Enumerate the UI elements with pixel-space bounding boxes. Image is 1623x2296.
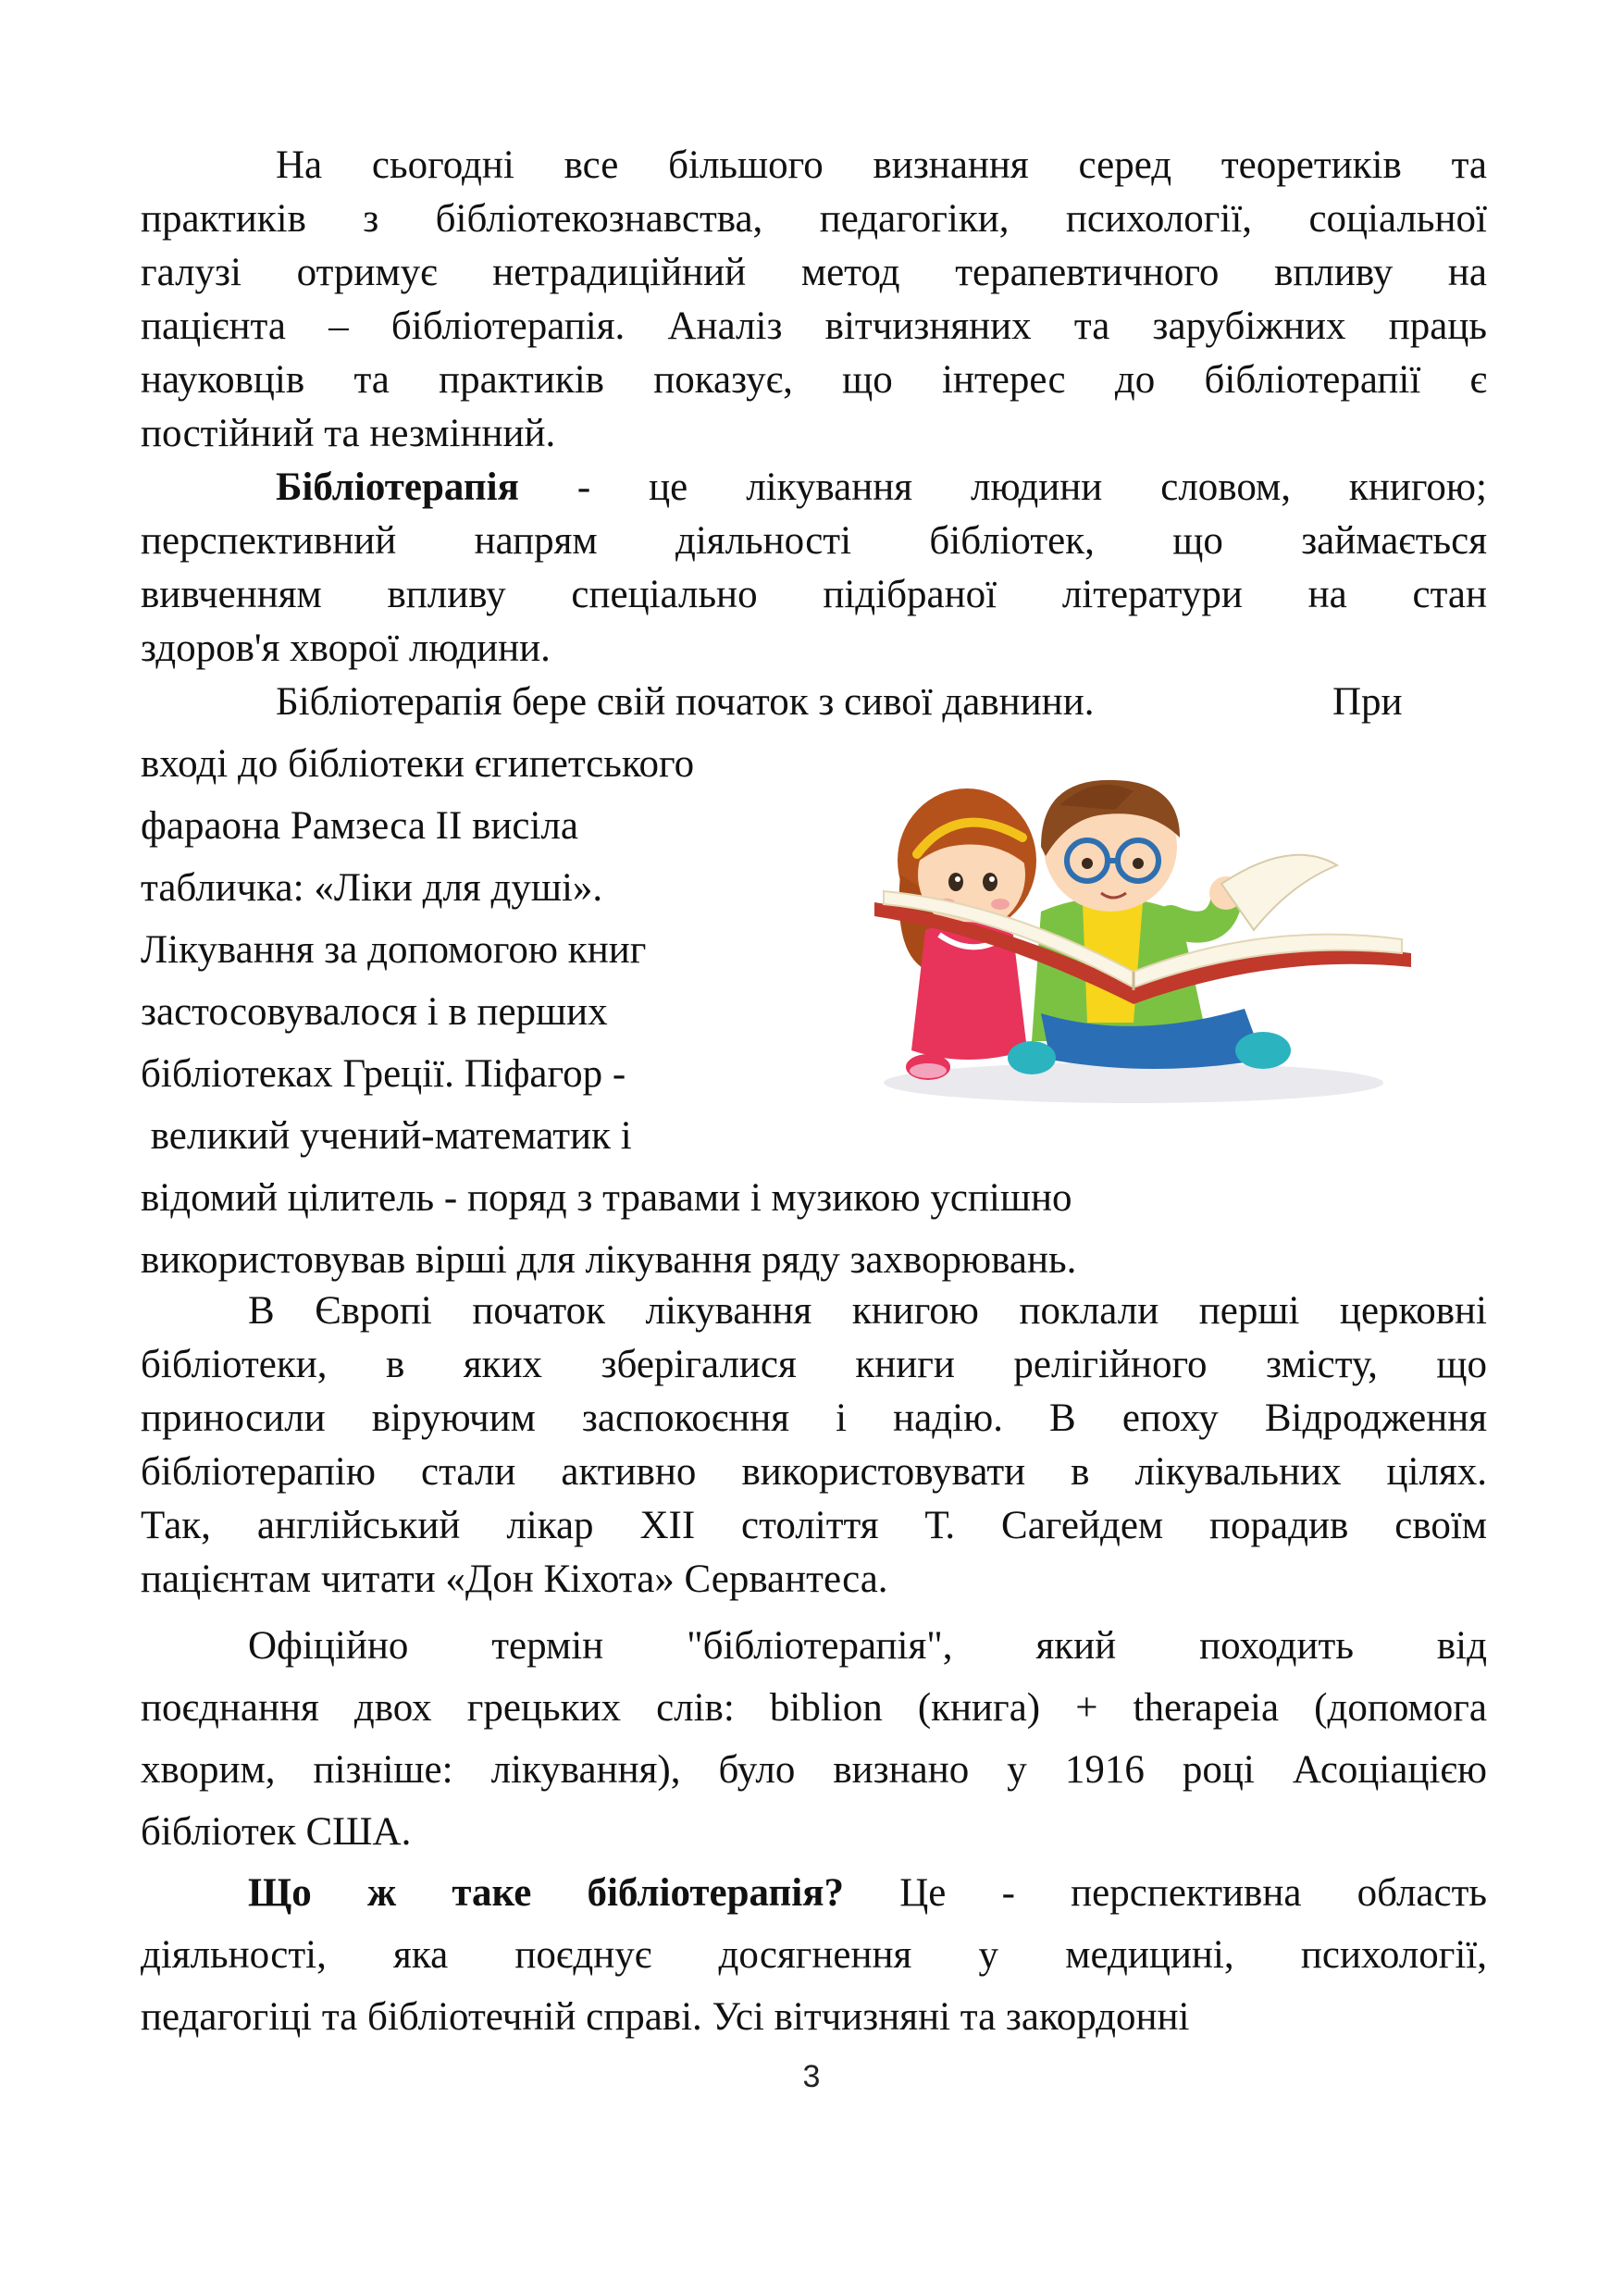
wrap-line: Лікування за допомогою книг xyxy=(141,928,647,972)
text-line: пацієнтам читати «Дон Кіхота» Сервантеса. xyxy=(141,1558,888,1601)
text-line: практиків з бібліотекознавства, педагогіки, психології, соціальної xyxy=(141,197,1487,241)
text-line: бібліотеки, в яких зберігалися книги релігійного змісту, що xyxy=(141,1343,1487,1386)
line-block xyxy=(141,461,1487,515)
line-block xyxy=(141,1553,1487,1607)
line-block xyxy=(141,1862,1487,1924)
wrap-line: застосовувалося і в перших xyxy=(141,990,608,1034)
text-line: діяльності, яка поєднує досягнення у медицині, психології, xyxy=(141,1933,1487,1977)
line-block xyxy=(141,246,1487,300)
paragraph-history-line1-end xyxy=(1332,676,1403,729)
paragraph-official-term xyxy=(141,1615,1487,1863)
line-block xyxy=(141,622,1487,676)
text-line: Так, англійський лікар XII століття Т. Сагейдем порадив своїм xyxy=(141,1504,1487,1547)
line-block xyxy=(141,1801,1487,1863)
text-line: - це лікування людини словом, книгою; xyxy=(518,465,1487,509)
line-block xyxy=(141,1499,1487,1553)
text-line: здоров'я хворої людини. xyxy=(141,627,551,670)
paragraph-definition xyxy=(141,461,1487,676)
text-line: поєднання двох грецьких слів: biblion (книга) + therapeia (допомога xyxy=(141,1686,1487,1730)
text-line: педагогіці та бібліотечній справі. Усі вітчизняні та закордонні xyxy=(141,1995,1190,2039)
text-line: галузі отримує нетрадиційний метод терапевтичного впливу на xyxy=(141,251,1487,294)
paragraph-intro xyxy=(141,139,1487,461)
wrap-line: вході до бібліотеки єгипетського xyxy=(141,742,695,786)
line-block xyxy=(141,568,1487,622)
wrap-line: фараона Рамзеса II висіла xyxy=(141,804,578,848)
paragraph-europe xyxy=(141,1285,1487,1607)
term-bold: Бібліотерапія xyxy=(276,465,519,509)
page-number: 3 xyxy=(802,2059,821,2094)
children-reading-book-illustration xyxy=(856,773,1453,1115)
text-line: бібліотек США. xyxy=(141,1810,412,1854)
line-block xyxy=(141,515,1487,568)
line-block xyxy=(141,192,1487,246)
text-line: перспективний напрям діяльності бібліотек, що займається xyxy=(141,519,1487,563)
line-block xyxy=(141,407,1487,461)
text-line: На сьогодні все більшого визнання серед теоретиків та xyxy=(276,143,1487,187)
wrap-line: табличка: «Ліки для душі». xyxy=(141,866,603,910)
wrap-line: бібліотеках Греції. Піфагор - xyxy=(141,1052,626,1096)
text-line: хворим, пізніше: лікування), було визнано у 1916 році Асоціацією xyxy=(141,1748,1487,1792)
line-block xyxy=(141,1446,1487,1499)
text-line: вивченням впливу спеціально підібраної літератури на стан xyxy=(141,573,1487,616)
text-line: Офіційно термін "бібліотерапія", який походить від xyxy=(248,1624,1487,1668)
paragraph-what-is xyxy=(141,1862,1487,2048)
text-line: Бібліотерапія бере свій початок з сивої давнини. xyxy=(276,680,1095,724)
line-block xyxy=(141,354,1487,407)
line-block xyxy=(141,1615,1487,1677)
text-line: приносили віруючим заспокоєння і надію. В епоху Відродження xyxy=(141,1396,1487,1440)
line-block xyxy=(141,1739,1487,1801)
text-line: відомий цілитель - поряд з травами і музикою успішно xyxy=(141,1176,1072,1220)
text-line: В Європі початок лікування книгою поклали перші церковні xyxy=(248,1289,1487,1333)
line-block xyxy=(141,1986,1487,2048)
line-block xyxy=(141,1677,1487,1739)
text-line: пацієнта – бібліотерапія. Аналіз вітчизняних та зарубіжних праць xyxy=(141,304,1487,348)
text-line: постійний та незмінний. xyxy=(141,412,556,455)
text-line: науковців та практиків показує, що інтерес до бібліотерапії є xyxy=(141,358,1487,402)
question-bold: Що ж таке бібліотерапія? xyxy=(248,1871,844,1915)
line-block xyxy=(141,1392,1487,1446)
line-block xyxy=(141,139,1487,192)
line-block xyxy=(141,1285,1487,1338)
text-line: Це - перспективна область xyxy=(843,1871,1488,1915)
text-line: використовував вірші для лікування ряду захворювань. xyxy=(141,1238,1077,1282)
wrap-line: великий учений-математик і xyxy=(141,1114,632,1158)
line-block xyxy=(141,1338,1487,1392)
text-line: При xyxy=(1332,680,1403,724)
line-block xyxy=(141,1924,1487,1986)
text-line: бібліотерапію стали активно використовувати в лікувальних цілях. xyxy=(141,1450,1487,1494)
paragraph-history-line1 xyxy=(276,676,1094,729)
line-block xyxy=(141,300,1487,354)
